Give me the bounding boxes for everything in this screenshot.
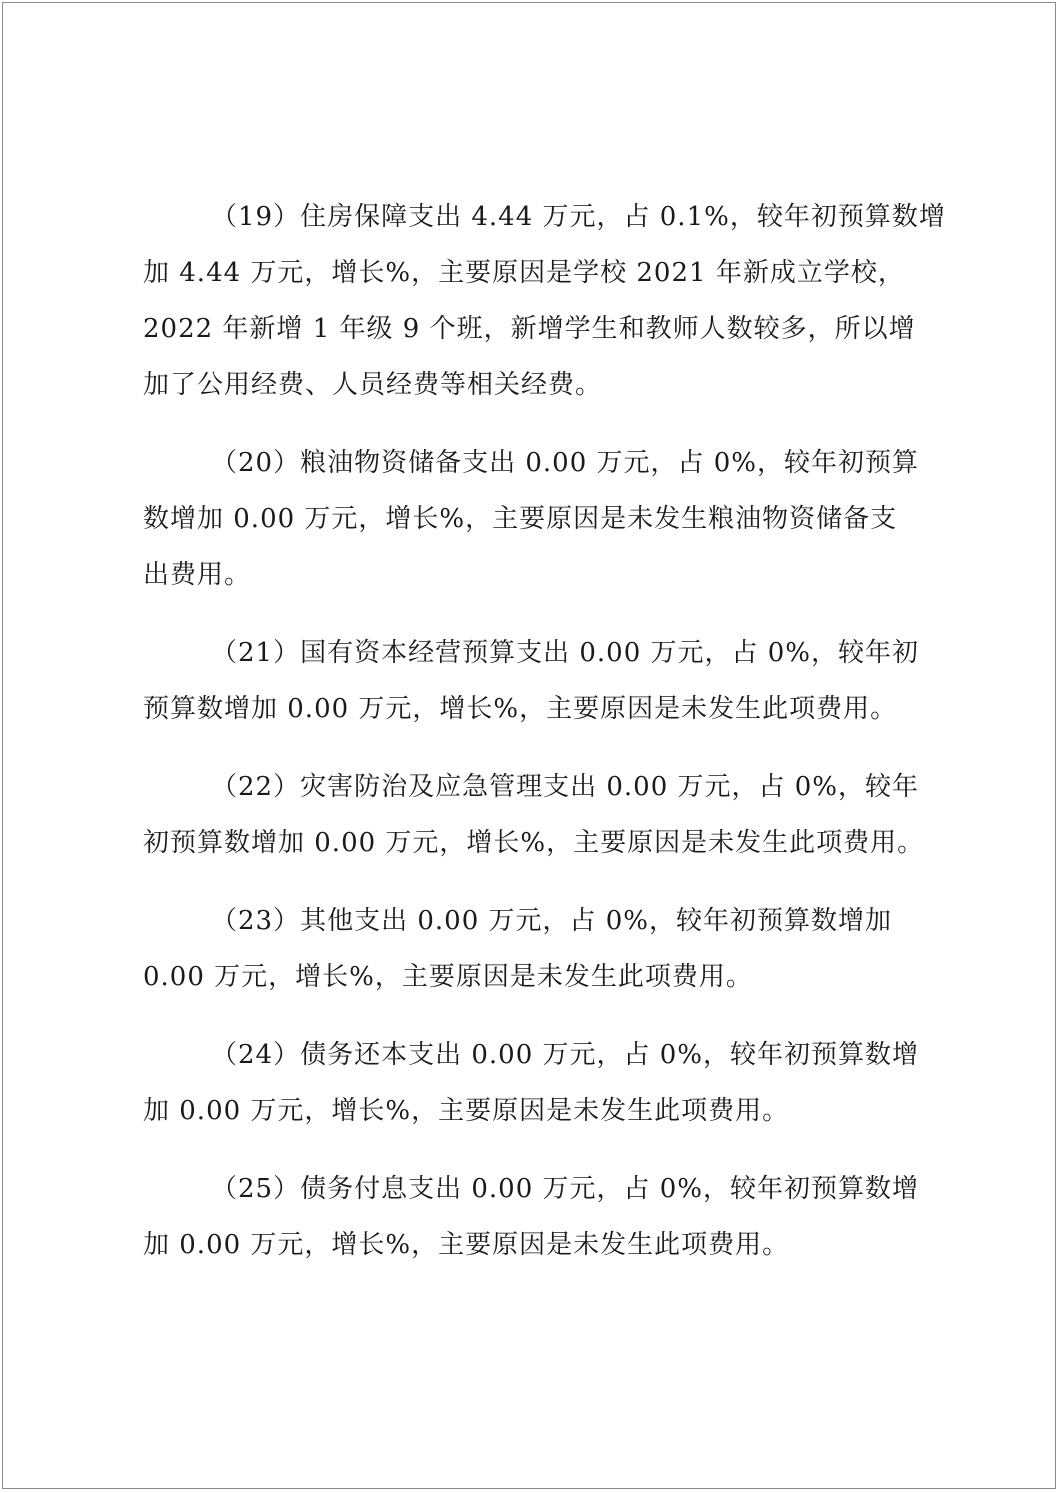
text-line: （22）灾害防治及应急管理支出 0.00 万元，占 0%，较年 [211,772,920,802]
text-line: （19）住房保障支出 4.44 万元，占 0.1%，较年初预算数增 [211,202,946,232]
text-line: （24）债务还本支出 0.00 万元，占 0%，较年初预算数增 [211,1040,920,1070]
text-line: （21）国有资本经营预算支出 0.00 万元，占 0%，较年初 [211,638,920,668]
text-line: 数增加 0.00 万元，增长%，主要原因是未发生粮油物资储备支 [143,504,898,534]
text-line: 加 0.00 万元，增长%，主要原因是未发生此项费用。 [143,1230,790,1260]
text-line: （23）其他支出 0.00 万元，占 0%，较年初预算数增加 [211,906,893,936]
text-line: 0.00 万元，增长%，主要原因是未发生此项费用。 [143,962,753,992]
text-line: 预算数增加 0.00 万元，增长%，主要原因是未发生此项费用。 [143,694,898,724]
text-line: （25）债务付息支出 0.00 万元，占 0%，较年初预算数增 [211,1174,920,1204]
text-line: 2022 年新增 1 年级 9 个班，新增学生和教师人数较多，所以增 [143,314,916,344]
text-line: 加 4.44 万元，增长%，主要原因是学校 2021 年新成立学校， [143,258,905,288]
text-line: 加了公用经费、人员经费等相关经费。 [143,370,603,400]
text-line: 出费用。 [143,560,252,590]
text-line: （20）粮油物资储备支出 0.00 万元，占 0%，较年初预算 [211,448,920,478]
document-page [2,2,1056,1489]
text-line: 初预算数增加 0.00 万元，增长%，主要原因是未发生此项费用。 [143,828,925,858]
text-line: 加 0.00 万元，增长%，主要原因是未发生此项费用。 [143,1096,790,1126]
